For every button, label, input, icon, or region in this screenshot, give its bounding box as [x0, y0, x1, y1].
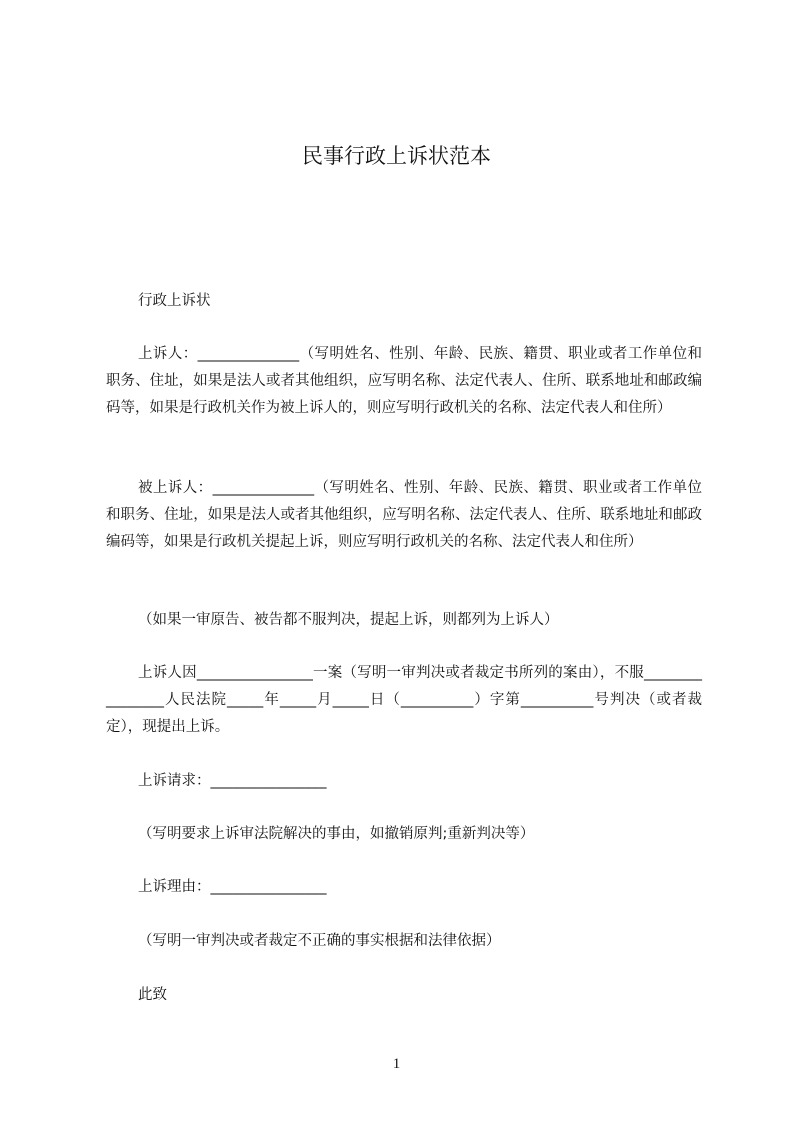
paragraph-appellant: 上诉人：______________（写明姓名、性别、年龄、民族、籍贯、职业或者工作单位和职务、住址，如果是法人或者其他组织，应写明名称、法定代表人、住所、联系地址和邮政编码等，如果是行政机关作为被上诉人的，则应写明行政机关的名称、法定代表人和住所）: [106, 346, 702, 416]
page-number: 1: [392, 1056, 401, 1072]
paragraph-reason-note: （写明一审判决或者裁定不正确的事实根据和法律依据）: [138, 933, 501, 949]
document-title: 民事行政上诉状范本: [302, 144, 491, 168]
paragraph-reason-label: 上诉理由：________________: [138, 879, 327, 895]
paragraph-cause: 上诉人因________________一案（写明一审判决或者裁定书所列的案由），不服________________人民法院_____年_____月_____日（__________）字第__________号判决（或者裁定），现提出上诉。: [106, 665, 702, 735]
paragraph-note: （如果一审原告、被告都不服判决，提起上诉，则都列为上诉人）: [138, 612, 559, 628]
paragraph-request-label: 上诉请求：________________: [138, 773, 327, 789]
paragraph-heading: 行政上诉状: [138, 293, 211, 309]
paragraph-request-note: （写明要求上诉审法院解决的事由，如撤销原判;重新判决等）: [138, 826, 535, 842]
paragraph-appellee: 被上诉人：______________（写明姓名、性别、年龄、民族、籍贯、职业或者工作单位和职务、住址，如果是法人或者其他组织，应写明名称、法定代表人、住所、联系地址和邮政编码等，如果是行政机关提起上诉，则应写明行政机关的名称、法定代表人和住所）: [106, 480, 702, 550]
paragraph-closing: 此致: [138, 987, 167, 1003]
